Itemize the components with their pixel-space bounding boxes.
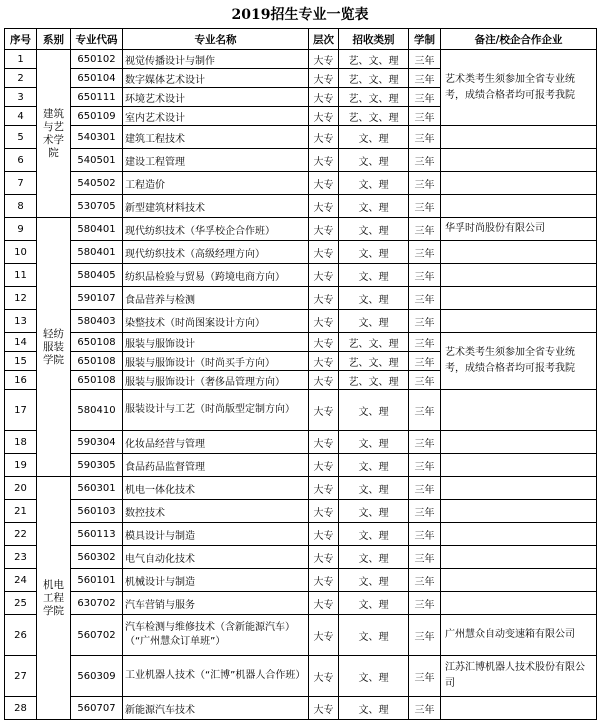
level-cell: 大专 xyxy=(309,390,339,431)
row-number: 17 xyxy=(5,390,37,431)
major-name: 汽车营销与服务 xyxy=(123,592,309,615)
major-name: 视觉传播设计与制作 xyxy=(123,50,309,69)
table-row xyxy=(5,523,597,546)
major-code: 580401 xyxy=(71,241,123,264)
row-number: 12 xyxy=(5,287,37,310)
major-name: 现代纺织技术（高级经理方向） xyxy=(123,241,309,264)
category-cell: 艺、文、理 xyxy=(339,107,409,126)
major-name: 建设工程管理 xyxy=(123,149,309,172)
notes-cell xyxy=(441,172,597,195)
level-cell: 大专 xyxy=(309,218,339,241)
level-cell: 大专 xyxy=(309,88,339,107)
table-row xyxy=(5,546,597,569)
department-cell: 轻纺服装学院 xyxy=(37,218,71,477)
category-cell: 文、理 xyxy=(339,241,409,264)
notes-cell xyxy=(441,500,597,523)
years-cell: 三年 xyxy=(409,333,441,352)
level-cell: 大专 xyxy=(309,287,339,310)
row-number: 8 xyxy=(5,195,37,218)
category-cell: 艺、文、理 xyxy=(339,333,409,352)
category-cell: 文、理 xyxy=(339,477,409,500)
major-code: 650104 xyxy=(71,69,123,88)
years-cell: 三年 xyxy=(409,431,441,454)
years-cell: 三年 xyxy=(409,218,441,241)
level-cell: 大专 xyxy=(309,241,339,264)
major-name: 机电一体化技术 xyxy=(123,477,309,500)
notes-cell xyxy=(441,310,597,333)
table-row xyxy=(5,656,597,697)
header-no: 序号 xyxy=(5,29,37,50)
document-title: 2019招生专业一览表 xyxy=(231,7,369,23)
department-cell: 机电工程学院 xyxy=(37,477,71,720)
major-code: 540502 xyxy=(71,172,123,195)
major-name: 化妆品经营与管理 xyxy=(123,431,309,454)
major-name: 纺织品检验与贸易（跨境电商方向） xyxy=(123,264,309,287)
category-cell: 文、理 xyxy=(339,431,409,454)
table-row xyxy=(5,569,597,592)
major-code: 560302 xyxy=(71,546,123,569)
level-cell: 大专 xyxy=(309,500,339,523)
category-cell: 文、理 xyxy=(339,310,409,333)
table-row xyxy=(5,172,597,195)
level-cell: 大专 xyxy=(309,310,339,333)
category-cell: 文、理 xyxy=(339,390,409,431)
years-cell: 三年 xyxy=(409,500,441,523)
major-code: 590107 xyxy=(71,287,123,310)
category-cell: 文、理 xyxy=(339,592,409,615)
header-major-name: 专业名称 xyxy=(123,29,309,50)
table-row xyxy=(5,390,597,431)
table-row xyxy=(5,615,597,656)
years-cell: 三年 xyxy=(409,241,441,264)
header-department: 系别 xyxy=(37,29,71,50)
row-number: 10 xyxy=(5,241,37,264)
notes-cell xyxy=(441,431,597,454)
table-body xyxy=(5,50,597,720)
category-cell: 艺、文、理 xyxy=(339,371,409,390)
table-row xyxy=(5,454,597,477)
years-cell: 三年 xyxy=(409,477,441,500)
category-cell: 文、理 xyxy=(339,454,409,477)
notes-cell xyxy=(441,546,597,569)
major-name: 电气自动化技术 xyxy=(123,546,309,569)
major-code: 580401 xyxy=(71,218,123,241)
major-code: 650109 xyxy=(71,107,123,126)
major-name: 服装与服饰设计（奢侈品管理方向） xyxy=(123,371,309,390)
table-row xyxy=(5,287,597,310)
row-number: 22 xyxy=(5,523,37,546)
notes-cell xyxy=(441,241,597,264)
category-cell: 文、理 xyxy=(339,500,409,523)
row-number: 16 xyxy=(5,371,37,390)
major-code: 650108 xyxy=(71,352,123,371)
level-cell: 大专 xyxy=(309,264,339,287)
major-name: 工业机器人技术（“汇博”机器人合作班） xyxy=(123,656,309,697)
table-row xyxy=(5,149,597,172)
category-cell: 文、理 xyxy=(339,656,409,697)
major-name: 汽车检测与维修技术（含新能源汽车）（“广州慧众订单班”） xyxy=(123,615,309,656)
notes-cell xyxy=(441,149,597,172)
major-code: 560707 xyxy=(71,697,123,720)
category-cell: 文、理 xyxy=(339,195,409,218)
years-cell: 三年 xyxy=(409,69,441,88)
level-cell: 大专 xyxy=(309,615,339,656)
category-cell: 文、理 xyxy=(339,287,409,310)
row-number: 9 xyxy=(5,218,37,241)
major-name: 现代纺织技术（华孚校企合作班） xyxy=(123,218,309,241)
years-cell: 三年 xyxy=(409,656,441,697)
major-code: 540301 xyxy=(71,126,123,149)
notes-cell: 广州慧众自动变速箱有限公司 xyxy=(441,615,597,656)
level-cell: 大专 xyxy=(309,371,339,390)
category-cell: 艺、文、理 xyxy=(339,69,409,88)
major-code: 650108 xyxy=(71,371,123,390)
years-cell: 三年 xyxy=(409,390,441,431)
header-code: 专业代码 xyxy=(71,29,123,50)
major-name: 环境艺术设计 xyxy=(123,88,309,107)
row-number: 15 xyxy=(5,352,37,371)
table-row xyxy=(5,333,597,352)
row-number: 3 xyxy=(5,88,37,107)
notes-cell xyxy=(441,523,597,546)
years-cell: 三年 xyxy=(409,310,441,333)
level-cell: 大专 xyxy=(309,69,339,88)
level-cell: 大专 xyxy=(309,656,339,697)
years-cell: 三年 xyxy=(409,546,441,569)
years-cell: 三年 xyxy=(409,352,441,371)
years-cell: 三年 xyxy=(409,172,441,195)
years-cell: 三年 xyxy=(409,88,441,107)
major-name: 食品药品监督管理 xyxy=(123,454,309,477)
header-years: 学制 xyxy=(409,29,441,50)
level-cell: 大专 xyxy=(309,333,339,352)
row-number: 28 xyxy=(5,697,37,720)
major-name: 新能源汽车技术 xyxy=(123,697,309,720)
table-row xyxy=(5,264,597,287)
major-name: 服装与服饰设计 xyxy=(123,333,309,352)
category-cell: 文、理 xyxy=(339,546,409,569)
row-number: 21 xyxy=(5,500,37,523)
notes-cell xyxy=(441,569,597,592)
major-name: 室内艺术设计 xyxy=(123,107,309,126)
notes-cell xyxy=(441,287,597,310)
level-cell: 大专 xyxy=(309,352,339,371)
years-cell: 三年 xyxy=(409,592,441,615)
header-level: 层次 xyxy=(309,29,339,50)
major-code: 580410 xyxy=(71,390,123,431)
enrollment-table xyxy=(4,28,597,720)
major-name: 服装设计与工艺（时尚版型定制方向） xyxy=(123,390,309,431)
table-row xyxy=(5,218,597,241)
table-row xyxy=(5,126,597,149)
level-cell: 大专 xyxy=(309,50,339,69)
row-number: 23 xyxy=(5,546,37,569)
level-cell: 大专 xyxy=(309,569,339,592)
table-row xyxy=(5,195,597,218)
notes-cell xyxy=(441,264,597,287)
notes-cell xyxy=(441,477,597,500)
major-name: 数控技术 xyxy=(123,500,309,523)
major-code: 590305 xyxy=(71,454,123,477)
major-code: 540501 xyxy=(71,149,123,172)
years-cell: 三年 xyxy=(409,615,441,656)
notes-cell xyxy=(441,454,597,477)
row-number: 2 xyxy=(5,69,37,88)
years-cell: 三年 xyxy=(409,264,441,287)
years-cell: 三年 xyxy=(409,523,441,546)
major-code: 590304 xyxy=(71,431,123,454)
row-number: 24 xyxy=(5,569,37,592)
level-cell: 大专 xyxy=(309,697,339,720)
department-cell: 建筑与艺术学院 xyxy=(37,50,71,218)
table-row xyxy=(5,477,597,500)
major-code: 560103 xyxy=(71,500,123,523)
major-name: 染整技术（时尚图案设计方向） xyxy=(123,310,309,333)
level-cell: 大专 xyxy=(309,149,339,172)
notes-cell xyxy=(441,126,597,149)
years-cell: 三年 xyxy=(409,287,441,310)
row-number: 7 xyxy=(5,172,37,195)
major-name: 食品营养与检测 xyxy=(123,287,309,310)
level-cell: 大专 xyxy=(309,126,339,149)
level-cell: 大专 xyxy=(309,107,339,126)
notes-cell xyxy=(441,195,597,218)
years-cell: 三年 xyxy=(409,126,441,149)
table-row xyxy=(5,241,597,264)
row-number: 18 xyxy=(5,431,37,454)
category-cell: 文、理 xyxy=(339,697,409,720)
years-cell: 三年 xyxy=(409,107,441,126)
years-cell: 三年 xyxy=(409,569,441,592)
row-number: 27 xyxy=(5,656,37,697)
level-cell: 大专 xyxy=(309,477,339,500)
major-code: 560301 xyxy=(71,477,123,500)
row-number: 1 xyxy=(5,50,37,69)
major-name: 数字媒体艺术设计 xyxy=(123,69,309,88)
category-cell: 文、理 xyxy=(339,523,409,546)
category-cell: 文、理 xyxy=(339,218,409,241)
row-number: 6 xyxy=(5,149,37,172)
notes-cell xyxy=(441,697,597,720)
major-code: 650102 xyxy=(71,50,123,69)
category-cell: 文、理 xyxy=(339,149,409,172)
major-name: 机械设计与制造 xyxy=(123,569,309,592)
row-number: 4 xyxy=(5,107,37,126)
notes-cell: 江苏汇博机器人技术股份有限公司 xyxy=(441,656,597,697)
years-cell: 三年 xyxy=(409,371,441,390)
level-cell: 大专 xyxy=(309,546,339,569)
row-number: 19 xyxy=(5,454,37,477)
category-cell: 文、理 xyxy=(339,569,409,592)
major-code: 560113 xyxy=(71,523,123,546)
years-cell: 三年 xyxy=(409,195,441,218)
major-name: 工程造价 xyxy=(123,172,309,195)
major-code: 650108 xyxy=(71,333,123,352)
years-cell: 三年 xyxy=(409,454,441,477)
row-number: 5 xyxy=(5,126,37,149)
major-code: 530705 xyxy=(71,195,123,218)
major-code: 630702 xyxy=(71,592,123,615)
notes-cell: 艺术类考生须参加全省专业统考，成绩合格者均可报考我院 xyxy=(441,50,597,126)
table-header-row xyxy=(5,29,597,50)
category-cell: 艺、文、理 xyxy=(339,352,409,371)
level-cell: 大专 xyxy=(309,195,339,218)
major-name: 新型建筑材料技术 xyxy=(123,195,309,218)
notes-cell xyxy=(441,390,597,431)
table-row xyxy=(5,50,597,69)
major-code: 560702 xyxy=(71,615,123,656)
major-code: 580403 xyxy=(71,310,123,333)
notes-cell: 华孚时尚股份有限公司 xyxy=(441,218,597,241)
row-number: 25 xyxy=(5,592,37,615)
major-name: 服装与服饰设计（时尚买手方向） xyxy=(123,352,309,371)
notes-cell xyxy=(441,592,597,615)
major-code: 580405 xyxy=(71,264,123,287)
header-notes: 备注/校企合作企业 xyxy=(441,29,597,50)
major-name: 模具设计与制造 xyxy=(123,523,309,546)
table-row xyxy=(5,431,597,454)
level-cell: 大专 xyxy=(309,592,339,615)
category-cell: 文、理 xyxy=(339,126,409,149)
major-code: 560101 xyxy=(71,569,123,592)
years-cell: 三年 xyxy=(409,697,441,720)
row-number: 20 xyxy=(5,477,37,500)
row-number: 14 xyxy=(5,333,37,352)
major-code: 560309 xyxy=(71,656,123,697)
level-cell: 大专 xyxy=(309,431,339,454)
table-row xyxy=(5,310,597,333)
table-row xyxy=(5,697,597,720)
major-code: 650111 xyxy=(71,88,123,107)
row-number: 13 xyxy=(5,310,37,333)
years-cell: 三年 xyxy=(409,149,441,172)
category-cell: 文、理 xyxy=(339,615,409,656)
level-cell: 大专 xyxy=(309,523,339,546)
category-cell: 艺、文、理 xyxy=(339,88,409,107)
row-number: 11 xyxy=(5,264,37,287)
years-cell: 三年 xyxy=(409,50,441,69)
category-cell: 文、理 xyxy=(339,172,409,195)
level-cell: 大专 xyxy=(309,454,339,477)
row-number: 26 xyxy=(5,615,37,656)
header-category: 招收类别 xyxy=(339,29,409,50)
category-cell: 艺、文、理 xyxy=(339,50,409,69)
table-row xyxy=(5,592,597,615)
level-cell: 大专 xyxy=(309,172,339,195)
table-row xyxy=(5,500,597,523)
notes-cell: 艺术类考生须参加全省专业统考，成绩合格者均可报考我院 xyxy=(441,333,597,390)
major-name: 建筑工程技术 xyxy=(123,126,309,149)
category-cell: 文、理 xyxy=(339,264,409,287)
